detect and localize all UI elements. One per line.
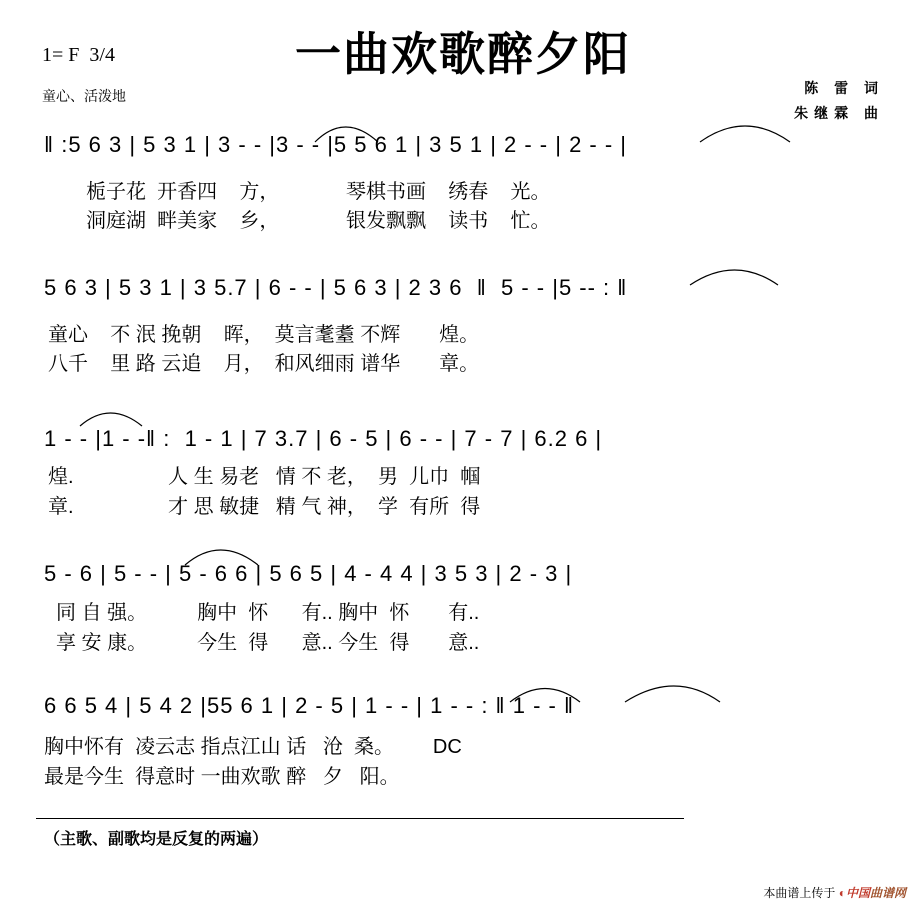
upload-label: 本曲谱上传于 bbox=[763, 886, 836, 900]
lyrics-row-4-verse-2: 享 安 康。 今生 得 意.. 今生 得 意.. bbox=[56, 632, 480, 654]
lyrics-row-2-verse-2: 八千 里 路 云追 月， 和风细雨 谱华 章。 bbox=[48, 353, 480, 375]
notation-row-1: ‖ :5 6 3 | 5 3 1 | 3 - - |3 - - |5 5 6 1 | 3 5 1 | 2 - - | 2 - - | bbox=[44, 132, 628, 157]
key-signature: 1= F 3/4 bbox=[42, 44, 115, 66]
lyrics-row-3-verse-1: 煌. 人 生 易老 情 不 老， 男 儿巾 帼 bbox=[48, 466, 481, 488]
lyrics-row-5-verse-2: 最是今生 得意时 一曲欢歌 醉 夕 阳。 bbox=[44, 766, 400, 788]
site-logo-icon: ◐ bbox=[838, 886, 846, 900]
slur bbox=[625, 686, 720, 702]
notation-row-2: 5 6 3 | 5 3 1 | 3 5.7 | 6 - - | 5 6 3 | 2 3 6 ‖ 5 - - |5 -- : ‖ bbox=[44, 275, 628, 300]
tempo-marking: 童心、活泼地 bbox=[42, 88, 126, 104]
composer: 朱继霖 曲 bbox=[794, 105, 884, 121]
site-name-b: 曲谱网 bbox=[869, 886, 906, 900]
page-title: 一曲欢歌醉夕阳 bbox=[295, 28, 631, 80]
lyrics-row-4-verse-1: 同 自 强。 胸中 怀 有.. 胸中 怀 有.. bbox=[56, 602, 480, 624]
lyrics-row-1-verse-1: 栀子花 开香四 方， 琴棋书画 绣春 光。 bbox=[86, 181, 551, 203]
lyrics-row-2-verse-1: 童心 不 泯 挽朝 晖， 莫言耄耋 不辉 煌。 bbox=[48, 324, 480, 346]
slur bbox=[700, 126, 790, 142]
divider bbox=[36, 818, 684, 819]
slur bbox=[510, 689, 580, 703]
lyricist: 陈 雷 词 bbox=[804, 80, 884, 96]
lyrics-row-3-verse-2: 章. 才 思 敏捷 精 气 神， 学 有所 得 bbox=[48, 496, 481, 518]
notation-row-3: 1 - - |1 - -‖ : 1 - 1 | 7 3.7 | 6 - 5 | 6 - - | 7 - 7 | 6.2 6 | bbox=[44, 426, 603, 451]
notation-row-5: 6 6 5 4 | 5 4 2 |55 6 1 | 2 - 5 | 1 - - | 1 - - : ‖ 1 - - ‖ bbox=[44, 693, 575, 718]
site-name-a: 中国 bbox=[845, 886, 870, 900]
lyrics-row-5-verse-1: 胸中怀有 凌云志 指点江山 话 沧 桑。 DC bbox=[44, 736, 462, 758]
upload-credit bbox=[763, 884, 906, 901]
slur bbox=[315, 127, 378, 142]
lyrics-row-1-verse-2: 洞庭湖 畔美家 乡， 银发飘飘 读书 忙。 bbox=[86, 210, 551, 232]
performance-note: （主歌、副歌均是反复的两遍） bbox=[44, 831, 269, 848]
slur bbox=[690, 270, 778, 285]
slur bbox=[80, 413, 142, 426]
slur bbox=[185, 550, 258, 565]
notation-row-4: 5 - 6 | 5 - - | 5 - 6 6 | 5 6 5 | 4 - 4 4 | 3 5 3 | 2 - 3 | bbox=[44, 561, 573, 586]
